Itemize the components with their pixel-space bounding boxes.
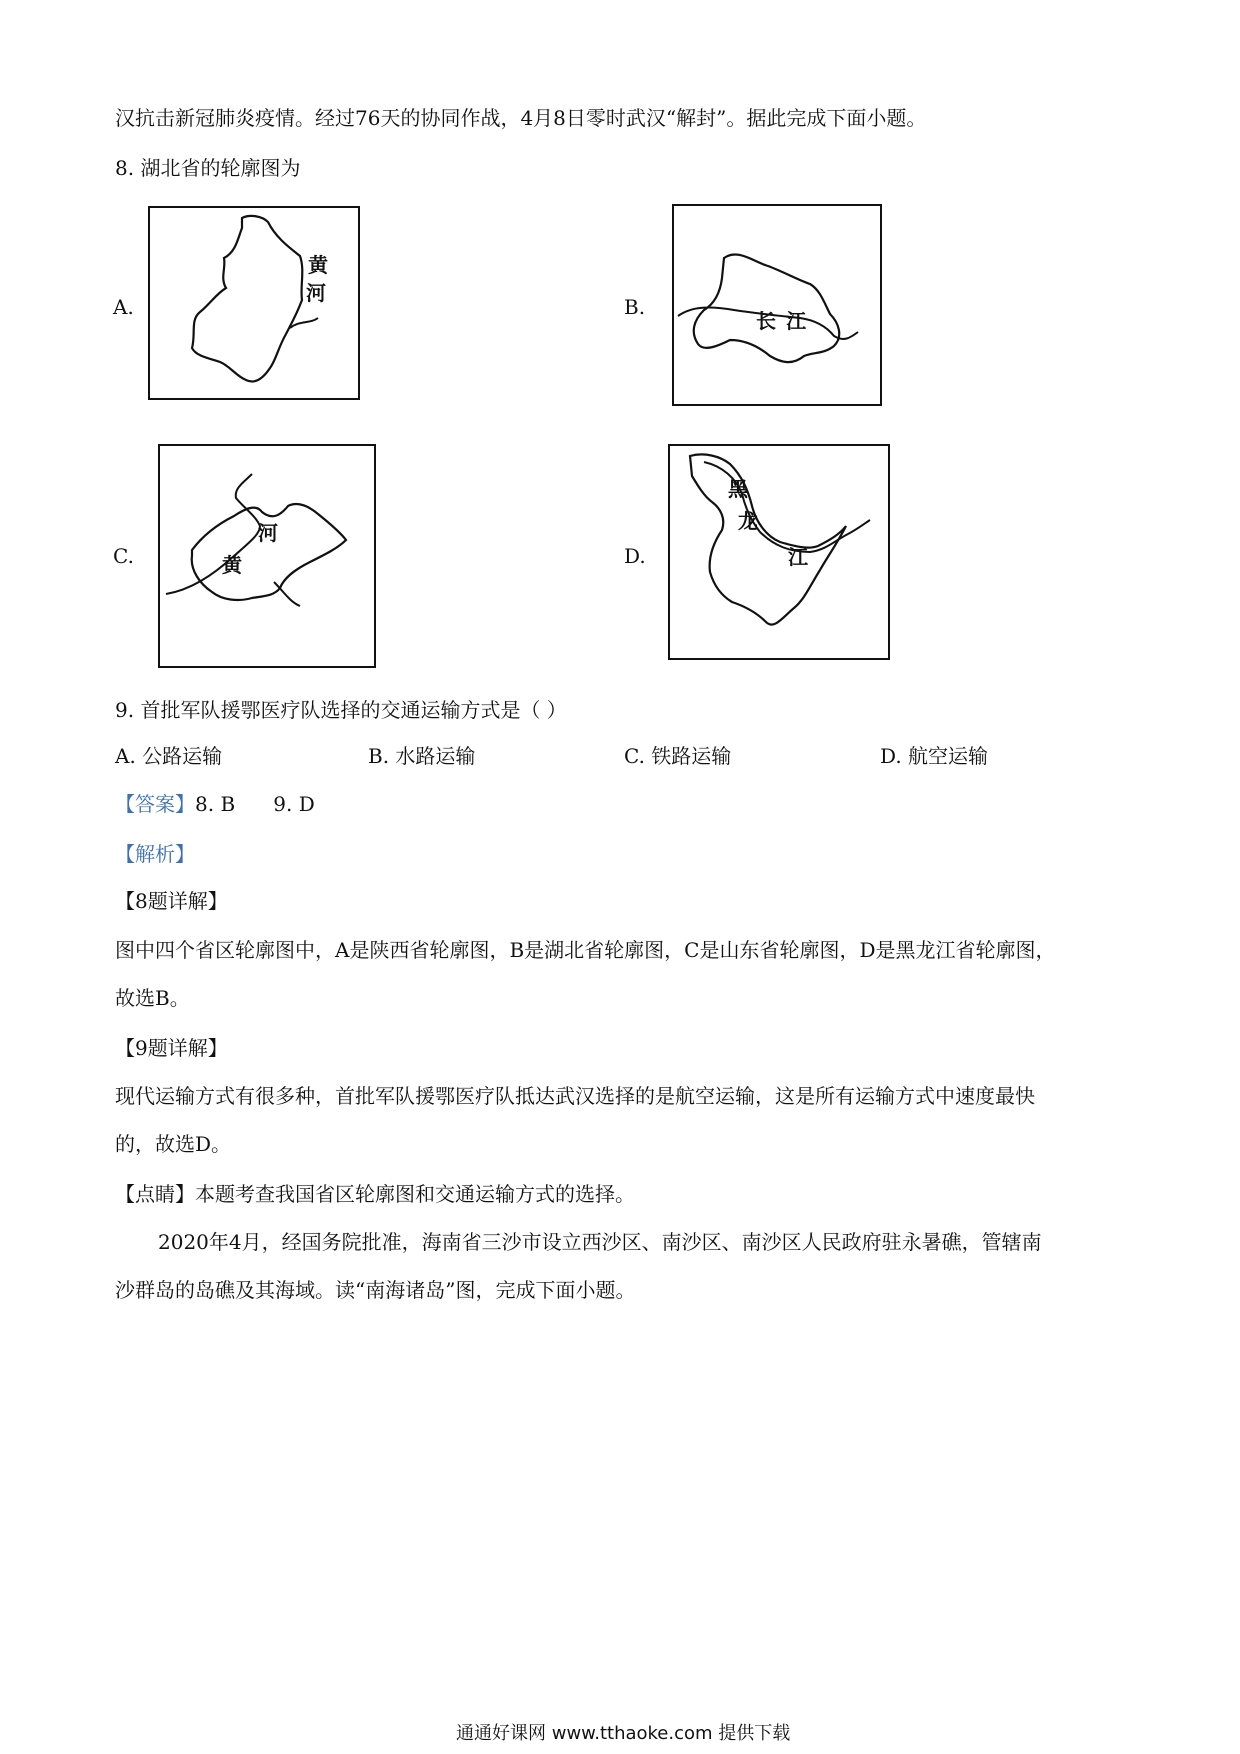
- q9-option-b: B. 水路运输: [368, 744, 476, 768]
- q9-option-a: A. 公路运输: [115, 744, 223, 768]
- q8-option-b-label: B.: [624, 295, 646, 319]
- map-b-label-2: 江: [786, 309, 806, 333]
- map-c-label-2: 黄: [222, 553, 242, 577]
- map-d-label-2: 龙: [738, 509, 758, 533]
- detail9-tag: 【9题详解】: [115, 1036, 228, 1060]
- map-d-label-1: 黑: [728, 477, 748, 501]
- map-a-shaanxi[interactable]: [148, 206, 360, 400]
- answer-tag: 【答案】: [115, 792, 195, 816]
- q8-stem: 8. 湖北省的轮廓图为: [115, 156, 301, 180]
- q9-option-c: C. 铁路运输: [624, 744, 732, 768]
- answer-text: 8. B 9. D: [195, 792, 315, 816]
- q9-stem: 9. 首批军队援鄂医疗队选择的交通运输方式是（ ）: [115, 698, 567, 722]
- q9-option-d: D. 航空运输: [880, 744, 989, 768]
- map-d-label-3: 江: [788, 545, 808, 569]
- q8-option-a-label: A.: [113, 295, 134, 319]
- footer-text[interactable]: 通通好课网 www.tthaoke.com 提供下载: [456, 1723, 791, 1744]
- detail9-line1: 现代运输方式有很多种，首批军队援鄂医疗队抵达武汉选择的是航空运输，这是所有运输方式中速度最快: [115, 1084, 1035, 1108]
- analysis-tag: 【解析】: [115, 842, 195, 866]
- answer-line: [115, 790, 315, 818]
- detail8-line2: 故选B。: [115, 986, 190, 1010]
- intro-line: 汉抗击新冠肺炎疫情。经过76天的协同作战，4月8日零时武汉“解封”。据此完成下面小题。: [115, 106, 927, 130]
- map-c-outline: [160, 446, 374, 666]
- q8-option-d-label: D.: [624, 544, 646, 568]
- next-passage-line1: 2020年4月，经国务院批准，海南省三沙市设立西沙区、南沙区、南沙区人民政府驻永暑礁，管辖南: [158, 1230, 1042, 1254]
- map-d-outline: [670, 446, 888, 658]
- map-b-outline: [674, 206, 880, 404]
- map-b-label-1: 长: [756, 309, 776, 333]
- map-a-label-1: 黄: [308, 253, 328, 277]
- map-a-label-2: 河: [306, 281, 326, 305]
- map-a-outline: [150, 208, 358, 398]
- map-c-label-1: 河: [258, 521, 278, 545]
- detail9-line2: 的，故选D。: [115, 1132, 232, 1156]
- q8-option-c-label: C.: [113, 544, 134, 568]
- next-passage-line2: 沙群岛的岛礁及其海域。读“南海诸岛”图，完成下面小题。: [115, 1278, 636, 1302]
- map-d-heilongjiang[interactable]: [668, 444, 890, 660]
- map-b-hubei[interactable]: [672, 204, 882, 406]
- comment-line: 【点睛】本题考查我国省区轮廓图和交通运输方式的选择。: [115, 1182, 635, 1206]
- detail8-tag: 【8题详解】: [115, 889, 228, 913]
- detail8-line1: 图中四个省区轮廓图中，A是陕西省轮廓图，B是湖北省轮廓图，C是山东省轮廓图，D是黑龙江省轮廓图，: [115, 938, 1056, 962]
- map-c-shandong[interactable]: [158, 444, 376, 668]
